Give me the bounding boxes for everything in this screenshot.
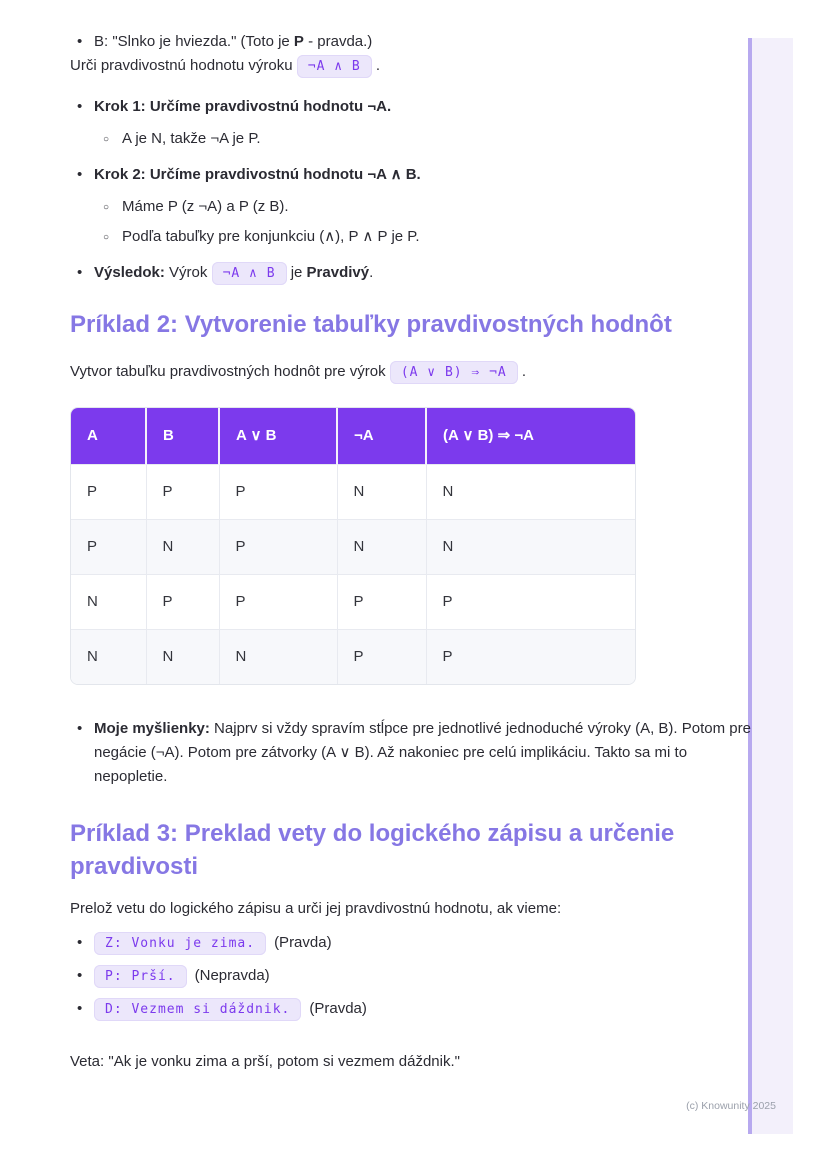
substep-item: ○ A je N, takže ¬A je P. [94,127,760,151]
thoughts-label: Moje myšlienky: [94,720,210,737]
table-header-cell: A ∨ B [219,408,337,465]
table-row [71,465,635,520]
task3-paragraph: Prelož vetu do logického zápisu a urči jej pravdivostnú hodnotu, ak vieme: [70,900,562,917]
truth-label: (Pravda) [274,934,332,951]
table-header-cell: B [146,408,219,465]
table-cell: P [337,630,426,685]
task2-post: . [517,363,527,380]
statement-item [70,996,760,1023]
table-cell: P [71,520,146,575]
step2-item [70,163,760,249]
statements-list [70,930,760,1023]
table-cell: N [426,520,635,575]
table-header-cell: A [71,408,146,465]
table-cell: P [146,465,219,520]
table-row [71,520,635,575]
result-bold: Pravdivý [306,264,370,281]
statement-bold: P [293,33,304,50]
statement-item-b [70,30,760,54]
table-cell: P [71,465,146,520]
table-cell: N [219,630,337,685]
table-cell: N [71,575,146,630]
substep-item: ○ Podľa tabuľky pre konjunkciu (∧), P ∧ P je P. [94,225,760,249]
truth-table-container [70,407,636,685]
table-cell: N [426,465,635,520]
truth-label: (Nepravda) [194,967,270,984]
table-header-cell: (A ∨ B) ⇒ ¬A [426,408,635,465]
task2-pre: Vytvor tabuľku pravdivostných hodnôt pre výrok [70,363,390,380]
step2-title: Krok 2: Určíme pravdivostnú hodnotu ¬A ∧ B. [94,166,421,183]
table-header-cell: ¬A [337,408,426,465]
statement-item [70,963,760,990]
table-cell: N [337,520,426,575]
document-content [70,30,760,1074]
formula-badge: (A ∨ B) ⇒ ¬A [390,361,518,384]
table-cell: N [146,630,219,685]
formula-badge: ¬A ∧ B [212,262,287,285]
result-post: . [369,264,374,281]
task1-post: . [371,57,381,74]
result-item [70,261,760,286]
substep-item: ○ Máme P (z ¬A) a P (z B). [94,195,760,219]
steps-list [70,95,760,286]
statement-item [70,930,760,957]
statement-list [70,30,760,54]
step1-sublist [94,127,760,151]
table-cell: P [146,575,219,630]
table-cell: N [71,630,146,685]
task2-paragraph [70,360,760,385]
table-cell: P [426,575,635,630]
result-label: Výsledok: [94,264,165,281]
table-row [71,575,635,630]
notes-list [70,717,760,789]
table-cell: P [219,520,337,575]
statement-code-badge: Z: Vonku je zima. [94,932,266,955]
thoughts-item [70,717,760,789]
table-cell: N [146,520,219,575]
example3-heading: Príklad 3: Preklad vety do logického zápisu a určenie pravdivosti [70,820,675,880]
task1-pre: Urči pravdivostnú hodnotu výroku [70,57,297,74]
table-cell: P [219,465,337,520]
copyright-footer: (c) Knowunity 2025 [686,1100,776,1112]
step1-title: Krok 1: Určíme pravdivostnú hodnotu ¬A. [94,98,392,115]
task1-paragraph [70,54,760,79]
table-cell: N [337,465,426,520]
result-mid2: je [286,264,307,281]
table-row [71,630,635,685]
statement-code-badge: D: Vezmem si dáždnik. [94,998,301,1021]
statement-code-badge: P: Prší. [94,965,187,988]
thoughts-text: Najprv si vždy spravím stĺpce pre jednotlivé jednoduché výroky (A, B). Potom pre negácie (¬A). Potom pre zátvorky (A ∨ B). Až nakoniec pre celú implikáciu. Takto sa mi to nepopletie. [94,720,751,785]
statement-pre: B: "Slnko je hviezda." (Toto je [94,33,294,50]
table-header-row [71,408,635,465]
formula-badge: ¬A ∧ B [297,55,372,78]
truth-label: (Pravda) [309,1000,367,1017]
table-cell: P [219,575,337,630]
result-mid: Výrok [164,264,212,281]
step1-item [70,95,760,151]
table-cell: P [337,575,426,630]
truth-table [71,408,635,684]
example2-heading: Príklad 2: Vytvorenie tabuľky pravdivostných hodnôt [70,311,672,338]
table-cell: P [426,630,635,685]
statement-post: - pravda.) [303,33,373,50]
step2-sublist [94,195,760,249]
sentence-paragraph: Veta: "Ak je vonku zima a prší, potom si vezmem dáždnik." [70,1053,460,1070]
